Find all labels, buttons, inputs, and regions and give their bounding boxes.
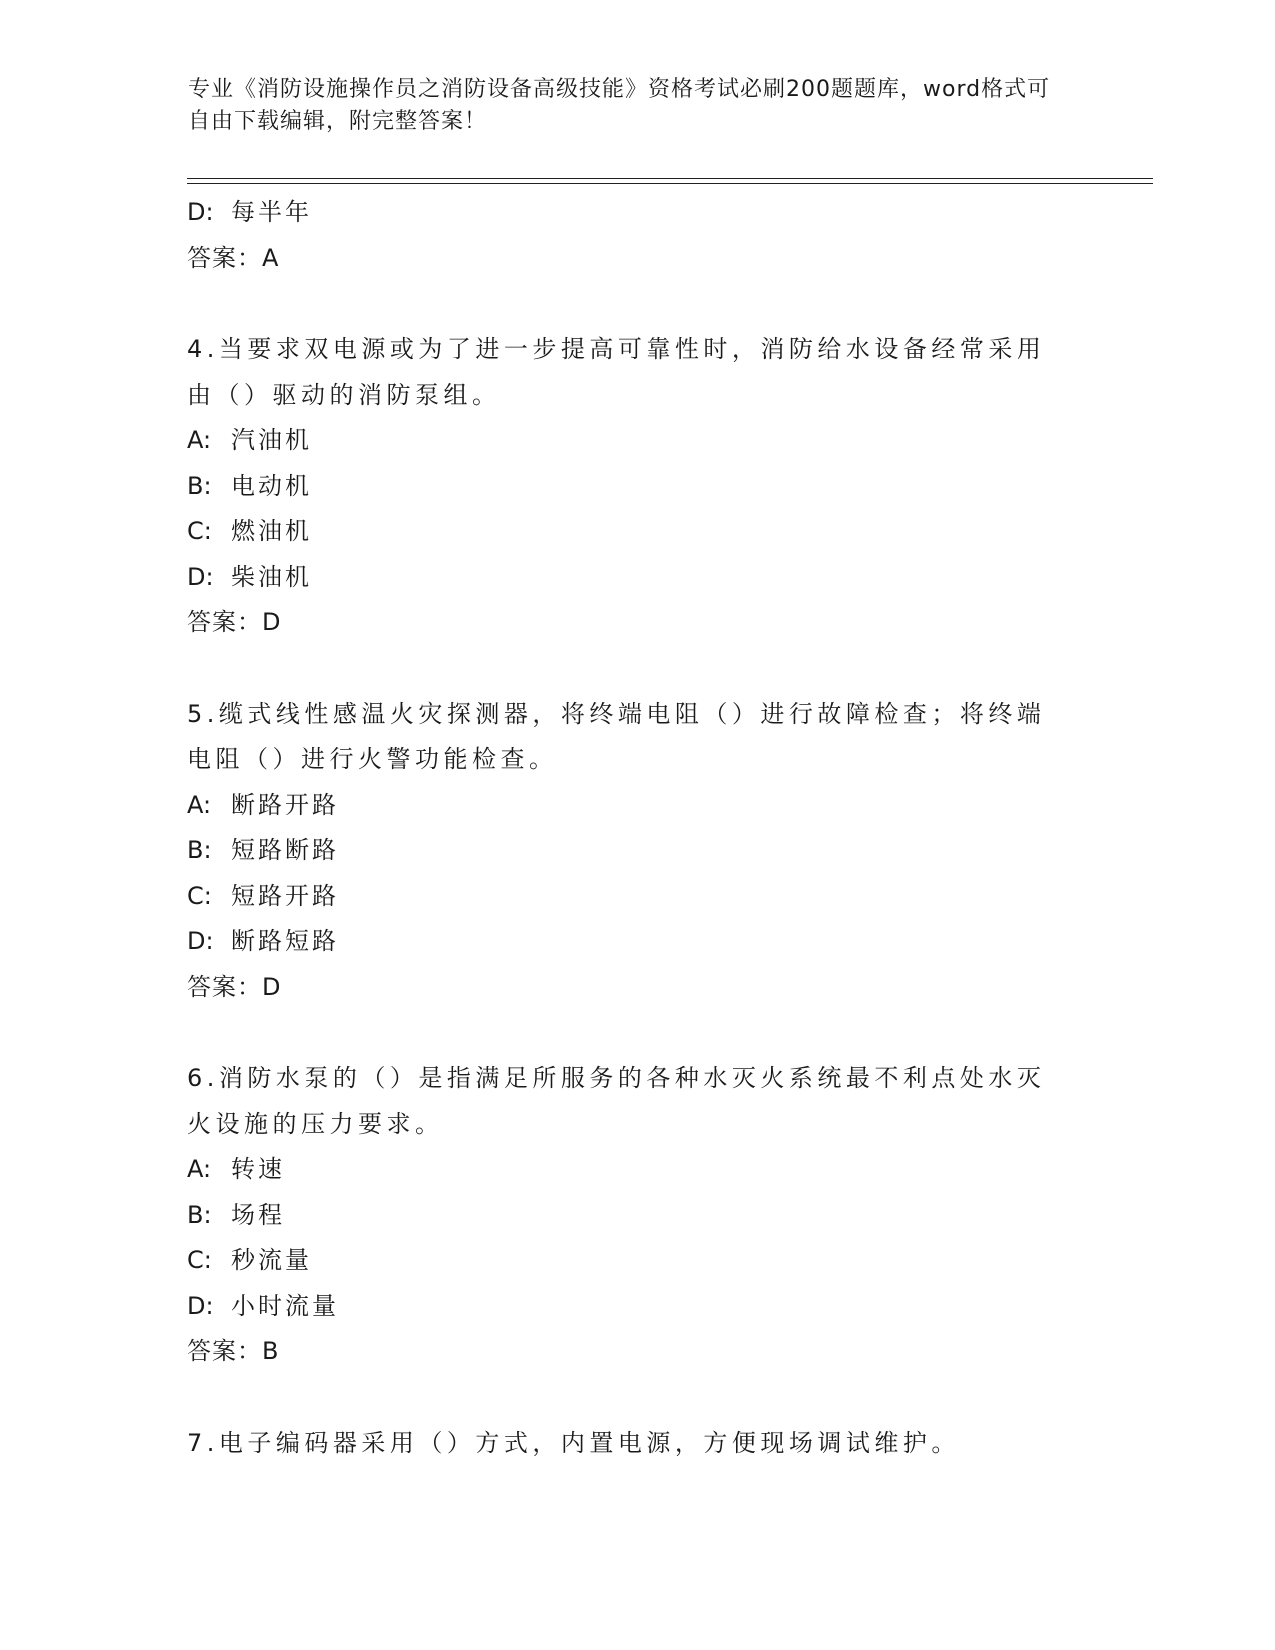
option-b	[187, 464, 1067, 510]
option-key: D:	[187, 198, 214, 226]
option-text: 燃油机	[231, 517, 312, 545]
option-d	[187, 1284, 1067, 1330]
option-a	[187, 783, 1067, 829]
option-b	[187, 828, 1067, 874]
option-key: A:	[187, 790, 212, 819]
option-key: B:	[187, 1200, 212, 1229]
option-key: C:	[187, 517, 212, 545]
answer-line: 答案：D	[187, 608, 282, 636]
header-rule-top	[187, 178, 1153, 179]
option-key: A:	[187, 426, 212, 454]
question-7-text: 7.电子编码器采用（）方式，内置电源，方便现场调试维护。	[187, 1428, 960, 1457]
option-text: 秒流量	[231, 1246, 312, 1274]
header-rule-bottom	[187, 183, 1153, 184]
option-d	[187, 190, 1067, 236]
option-text: 汽油机	[231, 426, 312, 454]
option-a	[187, 418, 1067, 464]
option-text: 每半年	[231, 198, 312, 226]
option-d	[187, 919, 1067, 965]
option-key: A:	[187, 1155, 212, 1183]
option-b	[187, 1193, 1067, 1239]
option-d	[187, 555, 1067, 601]
option-a	[187, 1147, 1067, 1193]
option-key: B:	[187, 471, 212, 500]
option-text: 断路开路	[231, 790, 339, 819]
question-6-text: 6.消防水泵的（）是指满足所服务的各种水灭火系统最不利点处水灭火设施的压力要求。	[187, 1064, 1046, 1138]
question-5-text: 5.缆式线性感温火灾探测器，将终端电阻（）进行故障检查；将终端电阻（）进行火警功能检查。	[187, 699, 1046, 773]
answer-line: 答案：A	[187, 243, 280, 272]
option-key: D:	[187, 1291, 214, 1320]
question-list	[187, 190, 1067, 1466]
option-text: 电动机	[231, 471, 312, 500]
option-text: 短路断路	[231, 836, 339, 864]
option-text: 场程	[231, 1200, 285, 1229]
option-text: 转速	[231, 1155, 285, 1183]
option-key: D:	[187, 562, 214, 591]
question-4-text: 4.当要求双电源或为了进一步提高可靠性时，消防给水设备经常采用由（）驱动的消防泵组。	[187, 335, 1046, 409]
option-key: C:	[187, 881, 212, 910]
option-key: B:	[187, 836, 212, 864]
page-header: 专业《消防设施操作员之消防设备高级技能》资格考试必刷200题题库，word格式可自由下载编辑，附完整答案！	[188, 77, 1051, 134]
answer-line: 答案：D	[187, 972, 282, 1001]
option-text: 小时流量	[231, 1291, 339, 1320]
option-text: 柴油机	[231, 562, 312, 591]
option-c	[187, 509, 1067, 555]
option-c	[187, 1238, 1067, 1284]
option-text: 断路短路	[231, 927, 339, 955]
option-key: C:	[187, 1246, 212, 1274]
option-text: 短路开路	[231, 881, 339, 910]
option-key: D:	[187, 927, 214, 955]
option-c	[187, 874, 1067, 920]
answer-line: 答案：B	[187, 1337, 280, 1365]
